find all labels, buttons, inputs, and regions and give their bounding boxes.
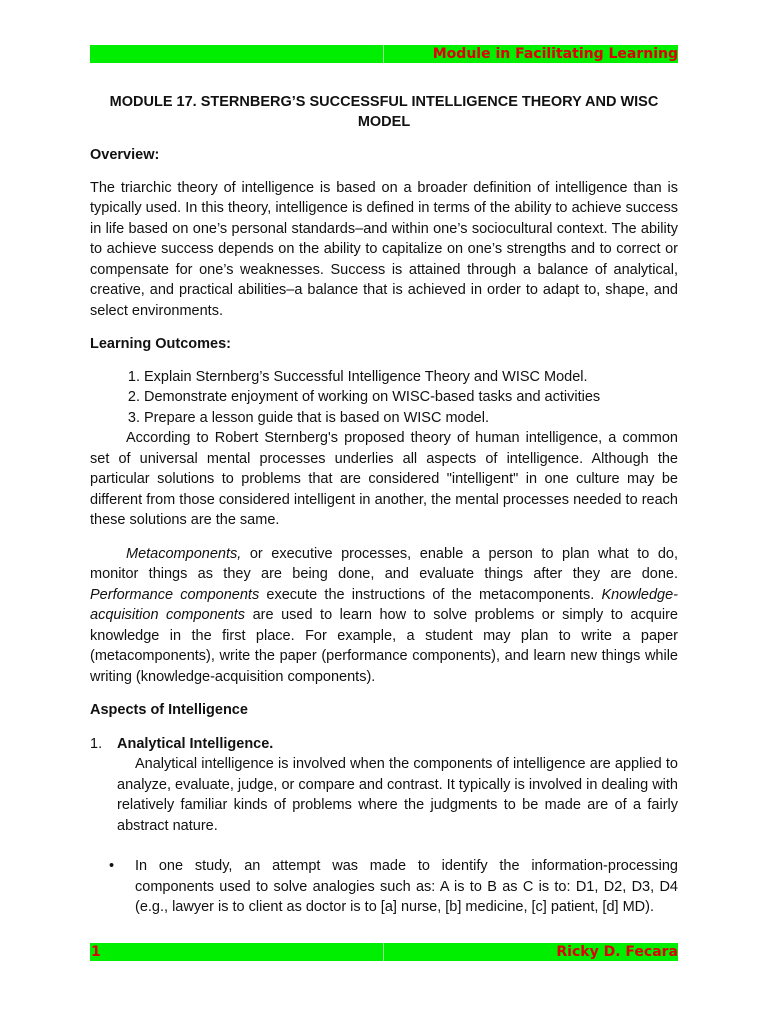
aspect-body [117, 734, 678, 837]
learning-outcomes-heading: Learning Outcomes: [90, 336, 231, 352]
aspects-heading: Aspects of Intelligence [90, 702, 248, 718]
header-divider [383, 45, 384, 63]
aspect-title: Analytical Intelligence. [117, 735, 274, 752]
aspect-text: Analytical intelligence is involved when the components of intelligence are applied to analyze, evaluate, judge, or compare and contrast. It typically is involved in dealing with relatively familiar kinds of problems where the judgments to be made are of a fairly abstract nature. [117, 756, 678, 834]
sternberg-paragraph: According to Robert Sternberg's proposed theory of human intelligence, a common set of universal mental processes underlies all aspects of intelligence. Although the particular solutions to problems that are considered "intelligent" in one culture may be different from those considered intelligent in another, the mental processes needed to reach these solutions are the same. [90, 430, 678, 528]
list-item: 2. Demonstrate enjoyment of working on WISC-based tasks and activities [144, 387, 678, 408]
footer-bar [90, 943, 678, 961]
bullet-icon: • [109, 858, 115, 874]
metacomponents-text: or executive processes, enable a person to plan what to do, monitor things as they are being done, and evaluate things after they are done. [90, 545, 678, 582]
footer-divider [383, 943, 384, 961]
components-paragraph [90, 544, 678, 688]
header-module-label: Module in Facilitating Learning [432, 46, 678, 62]
performance-term: Performance components [90, 586, 260, 603]
overview-text: The triarchic theory of intelligence is based on a broader definition of intelligence than is typically used. In this theory, intelligence is defined in terms of the ability to achieve success in life based on one’s personal standards–and within one’s sociocultural context. The ability to achieve success depends on the ability to capitalize on one’s strengths and to correct or compensate for one’s weaknesses. Success is attained through a balance of analytical, creative, and practical abilities–a balance that is achieved in order to adapt to, shape, and select environments. [90, 179, 678, 319]
header-bar [90, 45, 678, 63]
knowledge-text: are used to learn how to solve problems or simply to acquire knowledge in the first place. For example, a student may plan to write a paper (metacomponents), write the paper (performance components), and learn new things while writing (knowledge-acquisition components). [90, 607, 678, 685]
aspect-item-analytical [90, 734, 678, 837]
page-number: 1 [91, 944, 101, 960]
overview-heading: Overview: [90, 147, 160, 163]
performance-text: execute the instructions of the metacomponents. [259, 586, 602, 603]
learning-outcomes-list [90, 367, 678, 429]
list-item: 1. Explain Sternberg’s Successful Intelligence Theory and WISC Model. [144, 367, 678, 388]
document-body [90, 92, 678, 918]
bullet-text: In one study, an attempt was made to identify the information-processing components used to solve analogies such as: A is to B as C is to: D1, D2, D3, D4 (e.g., lawyer is to client as doctor is to [a] nurse, [b] medicine, [c] patient, [d] MD). [135, 858, 678, 915]
footer-author: Ricky D. Fecara [556, 944, 678, 960]
aspect-number: 1. [90, 735, 103, 752]
knowledge-term: Knowledge-acquisition components [90, 586, 679, 623]
metacomponents-term: Metacomponents, [126, 545, 242, 562]
list-item: 3. Prepare a lesson guide that is based on WISC model. [144, 408, 678, 429]
bullet-item [90, 856, 678, 918]
page-title: MODULE 17. STERNBERG’S SUCCESSFUL INTELLIGENCE THEORY AND WISC MODEL [109, 94, 659, 130]
